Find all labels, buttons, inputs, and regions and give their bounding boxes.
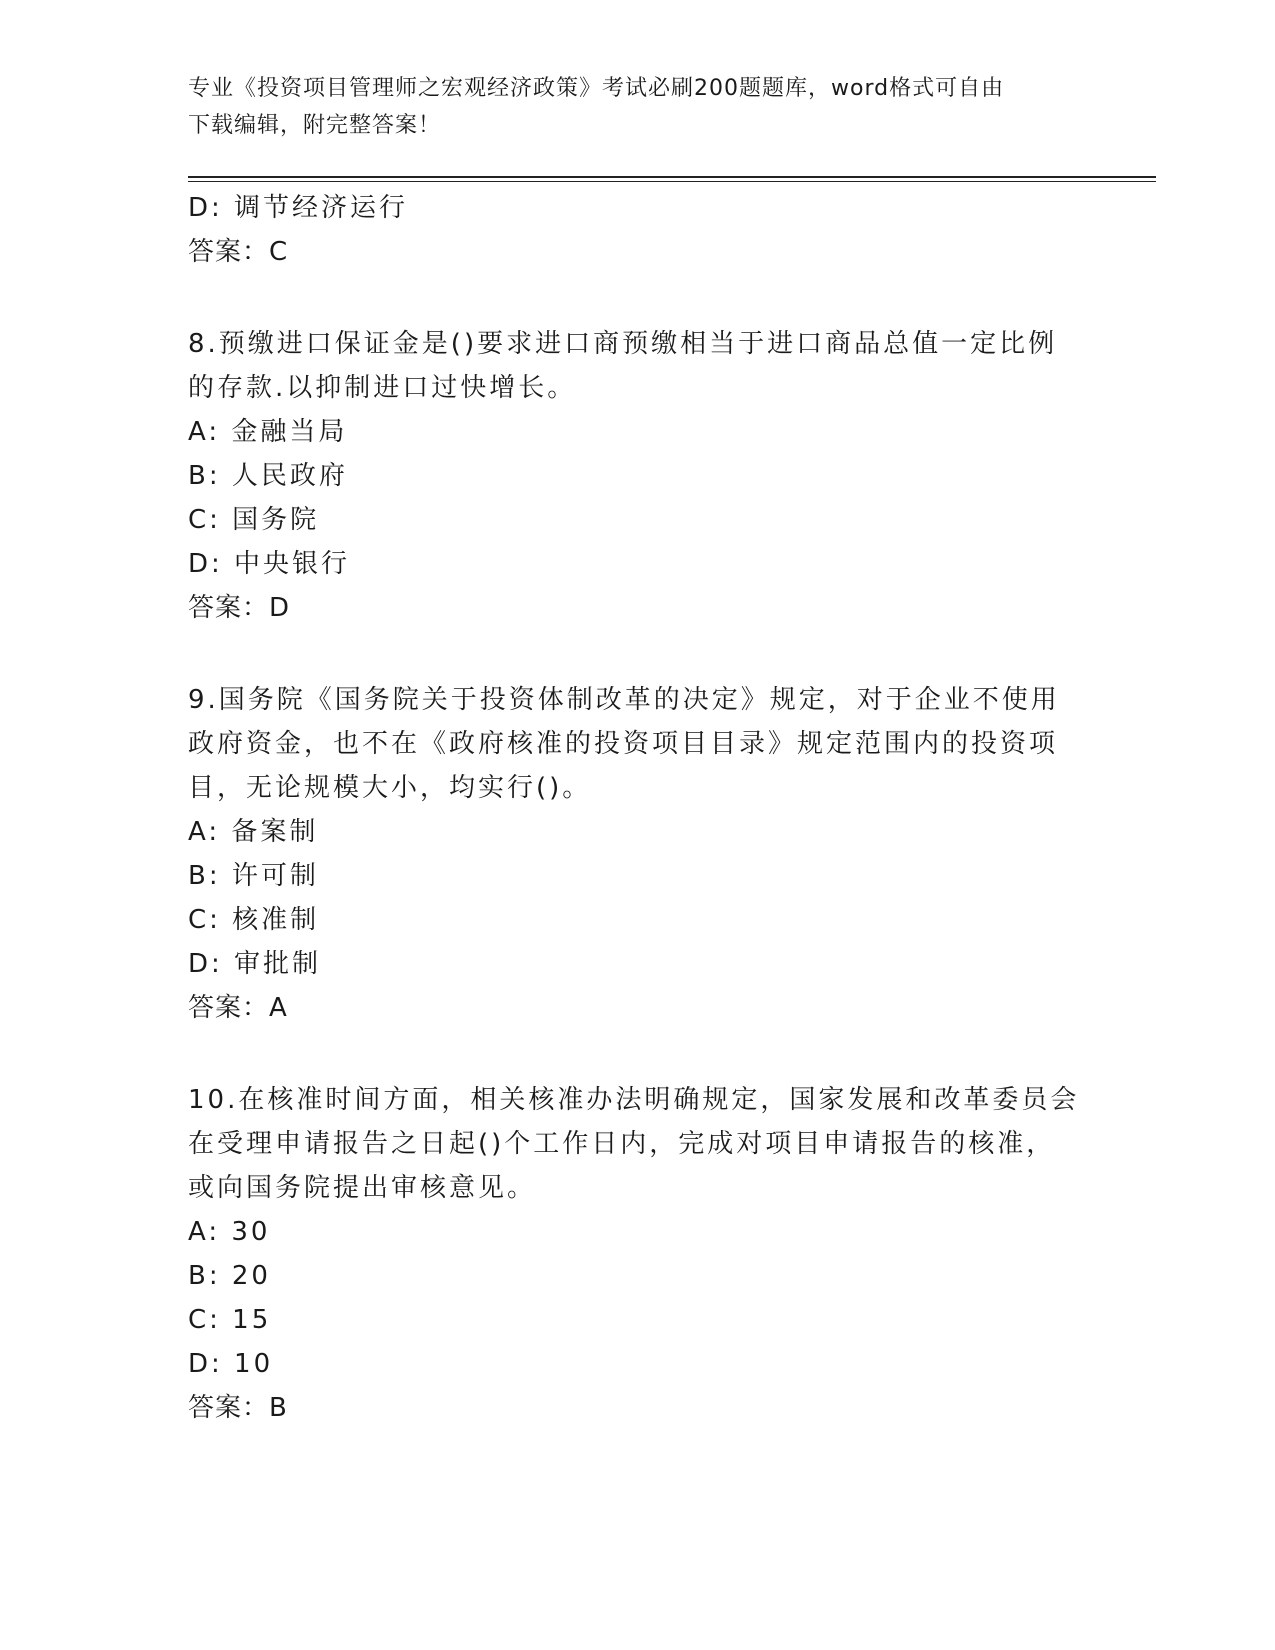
q9-stem-line-3: 目，无论规模大小，均实行()。: [188, 773, 592, 803]
q9-stem-line-2: 政府资金，也不在《政府核准的投资项目目录》规定范围内的投资项: [188, 729, 1059, 759]
q10-answer: 答案：B: [188, 1393, 288, 1423]
header-divider-thick: [188, 176, 1156, 178]
q10-option-d: D: 10: [188, 1349, 274, 1379]
header-line-2: 下载编辑，附完整答案！: [188, 113, 442, 138]
q10-stem-line-1: 10.在核准时间方面，相关核准办法明确规定，国家发展和改革委员会: [188, 1085, 1080, 1115]
document-header: [188, 70, 1088, 144]
q9-stem-line-1: 9.国务院《国务院关于投资体制改革的决定》规定，对于企业不使用: [188, 685, 1060, 715]
q9-answer: 答案：A: [188, 993, 288, 1023]
q8-stem-line-2: 的存款.以抑制进口过快增长。: [188, 373, 577, 403]
header-divider-thin: [188, 181, 1156, 182]
q10-stem-line-2: 在受理申请报告之日起()个工作日内，完成对项目申请报告的核准，: [188, 1129, 1056, 1159]
q10-stem-line-3: 或向国务院提出审核意见。: [188, 1173, 537, 1203]
prev-answer: 答案：C: [188, 237, 289, 267]
q9-option-a: A: 备案制: [188, 817, 319, 847]
q10-option-c: C: 15: [188, 1305, 272, 1335]
q8-option-c: C: 国务院: [188, 505, 320, 535]
q8-option-a: A: 金融当局: [188, 417, 348, 447]
q10-option-b: B: 20: [188, 1261, 271, 1291]
q8-option-d: D: 中央银行: [188, 549, 351, 579]
q9-option-b: B: 许可制: [188, 861, 319, 891]
header-line-1: 专业《投资项目管理师之宏观经济政策》考试必刷200题题库，word格式可自由: [188, 76, 1005, 101]
q8-stem-line-1: 8.预缴进口保证金是()要求进口商预缴相当于进口商品总值一定比例: [188, 329, 1058, 359]
q8-answer: 答案：D: [188, 593, 291, 623]
q10-option-a: A: 30: [188, 1217, 271, 1247]
q9-option-c: C: 核准制: [188, 905, 320, 935]
prev-option-d: D: 调节经济运行: [188, 193, 409, 223]
q8-option-b: B: 人民政府: [188, 461, 348, 491]
q9-option-d: D: 审批制: [188, 949, 322, 979]
